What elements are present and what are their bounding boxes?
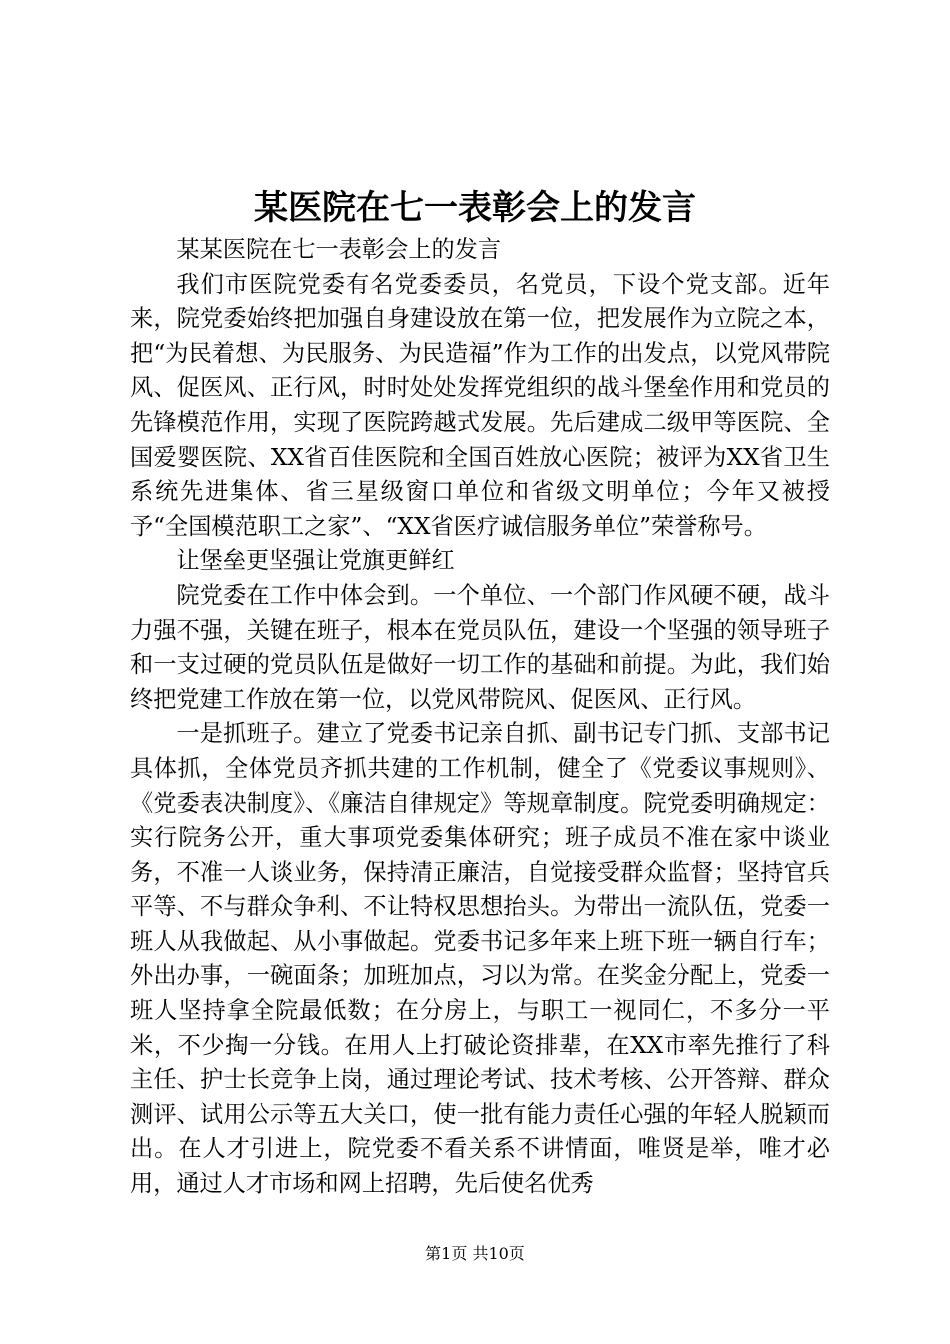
document-body xyxy=(130,233,830,1202)
paragraph-body: 院党委在工作中体会到。一个单位、一个部门作风硬不硬，战斗力强不强，关键在班子，根本在党员队伍，建设一个坚强的领导班子和一支过硬的党员队伍是做好一切工作的基础和前提。为此，我们始终把党建工作放在第一位，以党风带院风、促医风、正行风。 xyxy=(130,581,830,713)
page-number-label: 第1页 共10页 xyxy=(425,1244,525,1263)
paragraph-subtitle: 某某医院在七一表彰会上的发言 xyxy=(176,236,502,263)
page-footer xyxy=(0,1242,950,1266)
section-heading: 让堡垒更坚强让党旗更鲜红 xyxy=(176,547,455,575)
paragraph-intro: 我们市医院党委有名党委委员，名党员，下设个党支部。近年来，院党委始终把加强自身建设放在第一位，把发展作为立院之本，把“为民着想、为民服务、为民造福”作为工作的出发点，以党风带院风、促医风、正行风，时时处处发挥党组织的战斗堡垒作用和党员的先锋模范作用，实现了医院跨越式发展。先后建成二级甲等医院、全国爱婴医院、XX省百佳医院和全国百姓放心医院；被评为XX省卫生系统先进集体、省三星级窗口单位和省级文明单位；今年又被授予“全国模范职工之家”、“XX省医疗诚信服务单位”荣誉称号。 xyxy=(130,270,830,540)
paragraph-body: 一是抓班子。建立了党委书记亲自抓、副书记专门抓、支部书记具体抓，全体党员齐抓共建的工作机制，健全了《党委议事规则》、《党委表决制度》、《廉洁自律规定》等规章制度。院党委明确规定：实行院务公开，重大事项党委集体研究；班子成员不准在家中谈业务，不准一人谈业务，保持清正廉洁，自觉接受群众监督；坚持官兵平等、不与群众争利、不让特权思想抬头。为带出一流队伍，党委一班人从我做起、从小事做起。党委书记多年来上班下班一辆自行车；外出办事，一碗面条；加班加点，习以为常。在奖金分配上，党委一班人坚持拿全院最低数；在分房上，与职工一视同仁，不多分一平米，不少掏一分钱。在用人上打破论资排辈，在XX市率先推行了科主任、护士长竞争上岗，通过理论考试、技术考核、公开答辩、群众测评、试用公示等五大关口，使一批有能力责任心强的年轻人脱颖而出。在人才引进上，院党委不看关系不讲情面，唯贤是举，唯才必用，通过人才市场和网上招聘，先后使名优秀 xyxy=(130,720,830,1198)
document-title: 某医院在七一表彰会上的发言 xyxy=(254,188,696,228)
